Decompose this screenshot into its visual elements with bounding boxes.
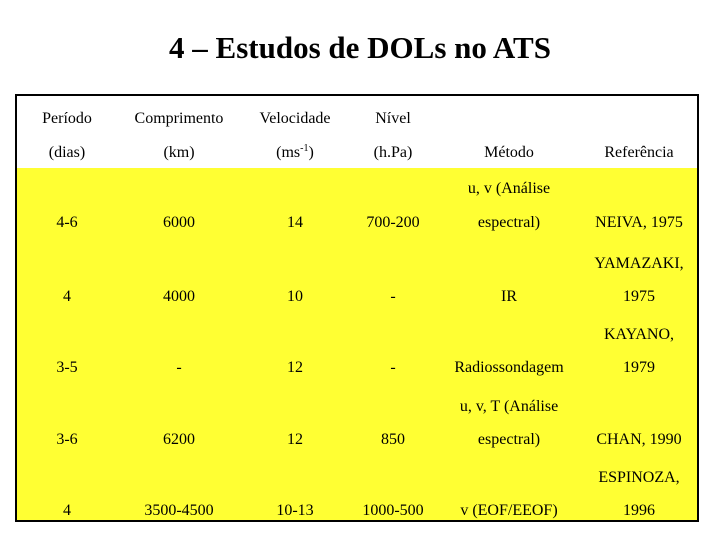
row2-periodo: 4 [63,288,71,305]
row5-nivel: 1000-500 [362,502,424,519]
row3-metodo: Radiossondagem [454,359,564,376]
row3-comprimento: - [176,359,182,376]
row4-metodo-line2: espectral) [477,431,541,448]
header-nivel-line2: (h.Pa) [373,144,413,161]
row1-nivel: 700-200 [366,214,420,231]
row2-nivel: - [390,288,396,305]
row3-referencia-line2: 1979 [623,359,655,376]
header-velocidade-line1: Velocidade [259,110,331,127]
row2-referencia-line2: 1975 [623,288,655,305]
row2-velocidade: 10 [287,288,303,305]
header-comprimento-line1: Comprimento [134,110,224,127]
row3-velocidade: 12 [287,359,303,376]
header-referencia: Referência [604,144,674,161]
row1-referencia: NEIVA, 1975 [595,214,683,231]
row4-metodo-line1: u, v, T (Análise [459,398,559,415]
header-nivel-line1: Nível [375,110,411,127]
row4-referencia: CHAN, 1990 [596,431,682,448]
header-comprimento-line2: (km) [163,144,195,161]
row4-comprimento: 6200 [163,431,195,448]
row4-periodo: 3-6 [56,431,78,448]
row2-comprimento: 4000 [163,288,195,305]
row5-referencia-line2: 1996 [623,502,655,519]
row4-nivel: 850 [381,431,405,448]
row4-velocidade: 12 [287,431,303,448]
header-periodo-line1: Período [42,110,92,127]
row3-nivel: - [390,359,396,376]
row5-periodo: 4 [63,502,71,519]
header-metodo: Método [484,144,534,161]
row1-metodo-line2: espectral) [477,214,541,231]
row1-comprimento: 6000 [163,214,195,231]
row5-velocidade: 10-13 [276,502,314,519]
row1-metodo-line1: u, v (Análise [467,180,551,197]
header-velocidade-line2: $(ms^{-1})$ [276,143,314,161]
row2-metodo: IR [501,288,517,305]
page-title: 4 – Estudos de DOLs no ATS [169,30,551,65]
row5-comprimento: 3500-4500 [144,502,214,519]
row5-referencia-line1: ESPINOZA, [598,469,680,486]
row3-referencia-line1: KAYANO, [603,326,675,343]
header-periodo-line2: (dias) [48,144,86,161]
row2-referencia-line1: YAMAZAKI, [594,255,684,272]
row3-periodo: 3-5 [56,359,78,376]
row1-velocidade: 14 [287,214,303,231]
dol-studies-table [15,94,699,522]
row1-periodo: 4-6 [56,214,78,231]
row5-metodo: v (EOF/EEOF) [460,502,558,519]
